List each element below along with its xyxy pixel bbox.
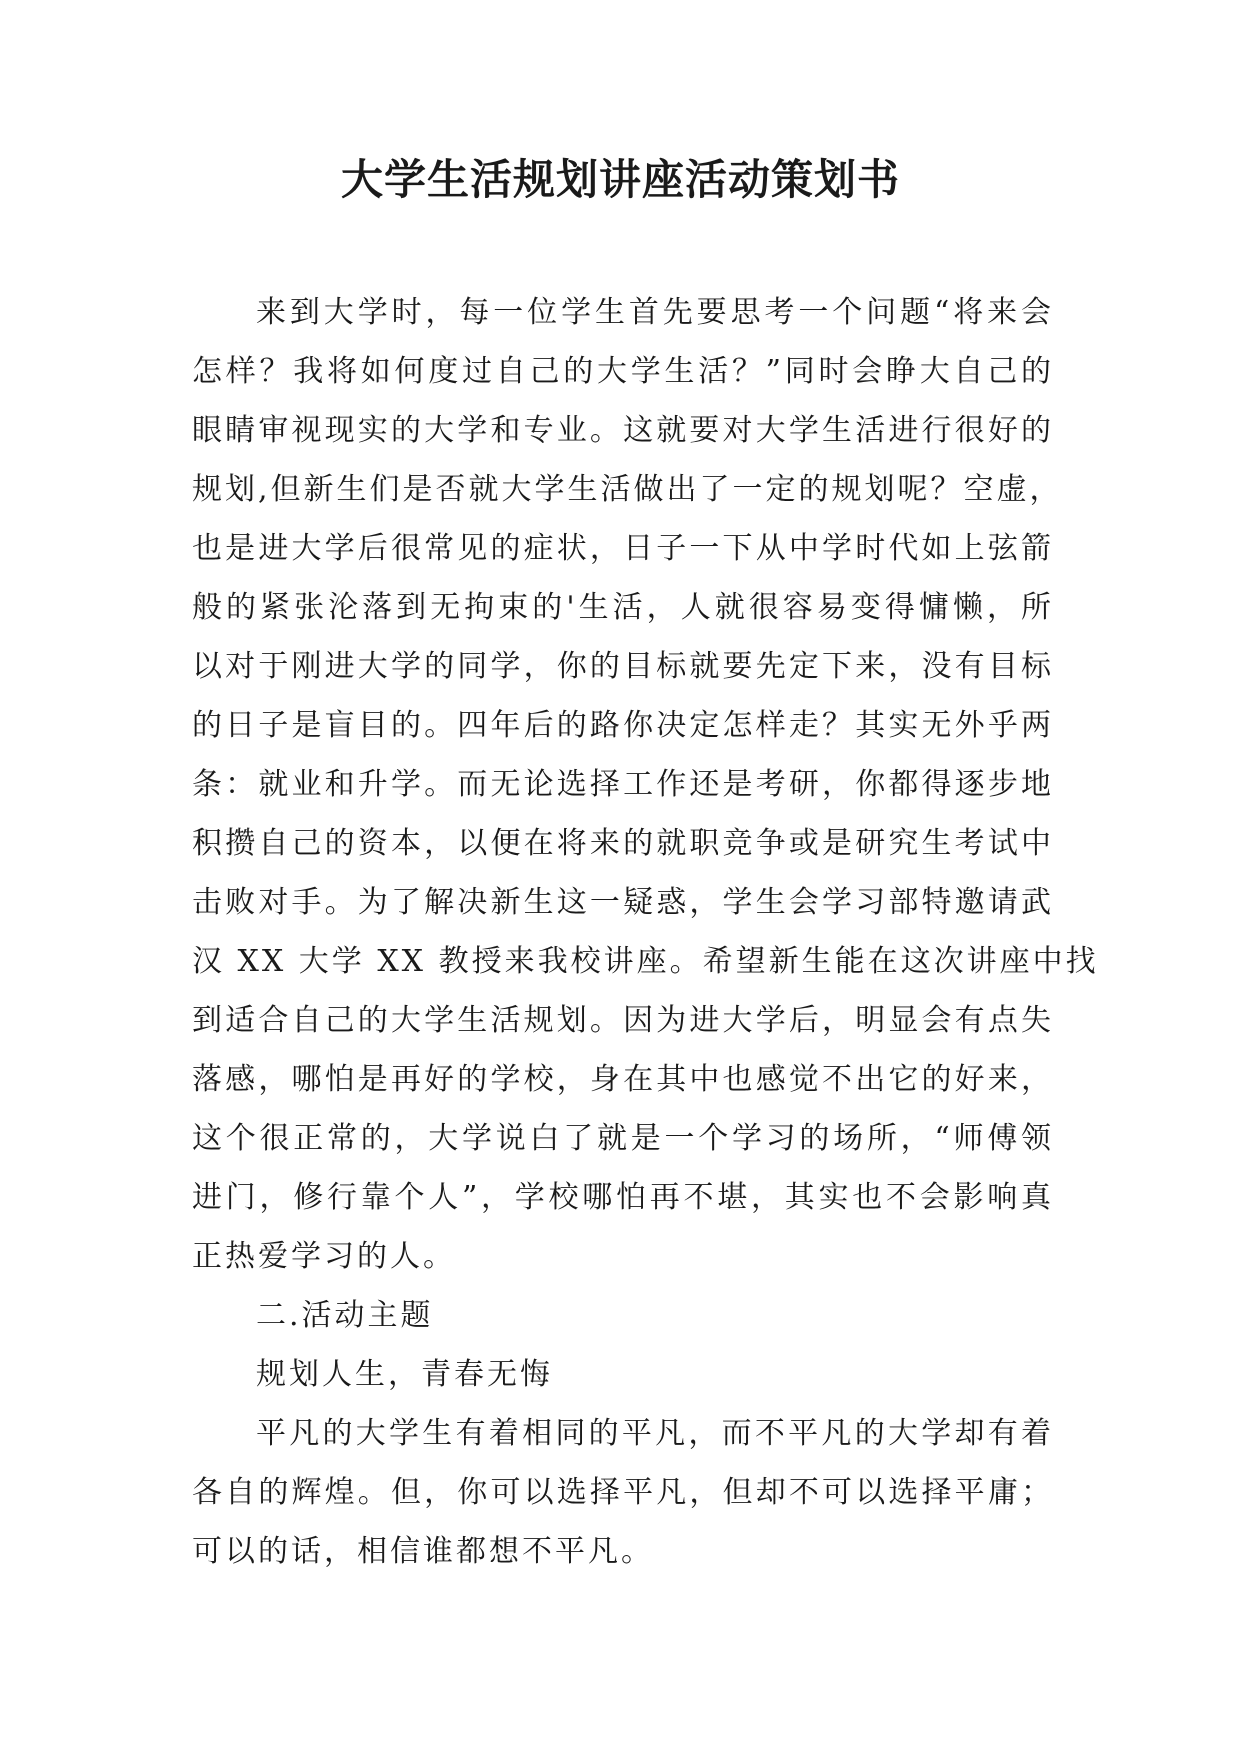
paragraph-line: 规划,但新生们是否就大学生活做出了一定的规划呢？空虚，: [192, 472, 1063, 507]
paragraph-line: 以对于刚进大学的同学，你的目标就要先定下来，没有目标: [192, 649, 1054, 684]
paragraph-line: 眼睛审视现实的大学和专业。这就要对大学生活进行很好的: [192, 413, 1054, 448]
paragraph-line: 落感，哪怕是再好的学校，身在其中也感觉不出它的好来，: [192, 1062, 1054, 1097]
paragraph-line: 进门，修行靠个人”，学校哪怕再不堪，其实也不会影响真: [192, 1180, 1054, 1215]
paragraph-line: 平凡的大学生有着相同的平凡，而不平凡的大学却有着: [256, 1416, 1054, 1451]
section-heading: 二.活动主题: [256, 1298, 434, 1333]
paragraph-line: 积攒自己的资本，以便在将来的就职竞争或是研究生考试中: [192, 826, 1054, 861]
paragraph-line: 正热爱学习的人。: [192, 1239, 456, 1274]
paragraph-line: 这个很正常的，大学说白了就是一个学习的场所，“师傅领: [192, 1121, 1054, 1156]
paragraph-line: 条：就业和升学。而无论选择工作还是考研，你都得逐步地: [192, 767, 1054, 802]
paragraph-line: 各自的辉煌。但，你可以选择平凡，但却不可以选择平庸；: [192, 1475, 1054, 1510]
paragraph-line: 也是进大学后很常见的症状，日子一下从中学时代如上弦箭: [192, 531, 1054, 566]
paragraph-line: 来到大学时，每一位学生首先要思考一个问题“将来会: [256, 295, 1054, 330]
paragraph-line: 怎样？我将如何度过自己的大学生活？”同时会睁大自己的: [192, 354, 1054, 389]
paragraph-line: 击败对手。为了解决新生这一疑惑，学生会学习部特邀请武: [192, 885, 1054, 920]
document-title: 大学生活规划讲座活动策划书: [340, 155, 900, 204]
paragraph-line: 般的紧张沦落到无拘束的'生活，人就很容易变得慵懒，所: [192, 590, 1054, 625]
activity-theme: 规划人生，青春无悔: [256, 1357, 553, 1392]
document-body: [192, 283, 1099, 1581]
paragraph-line: 汉 XX 大学 XX 教授来我校讲座。希望新生能在这次讲座中找: [192, 944, 1099, 979]
paragraph-line: 的日子是盲目的。四年后的路你决定怎样走？其实无外乎两: [192, 708, 1054, 743]
paragraph-line: 到适合自己的大学生活规划。因为进大学后，明显会有点失: [192, 1003, 1054, 1038]
paragraph-line: 可以的话，相信谁都想不平凡。: [192, 1534, 654, 1569]
